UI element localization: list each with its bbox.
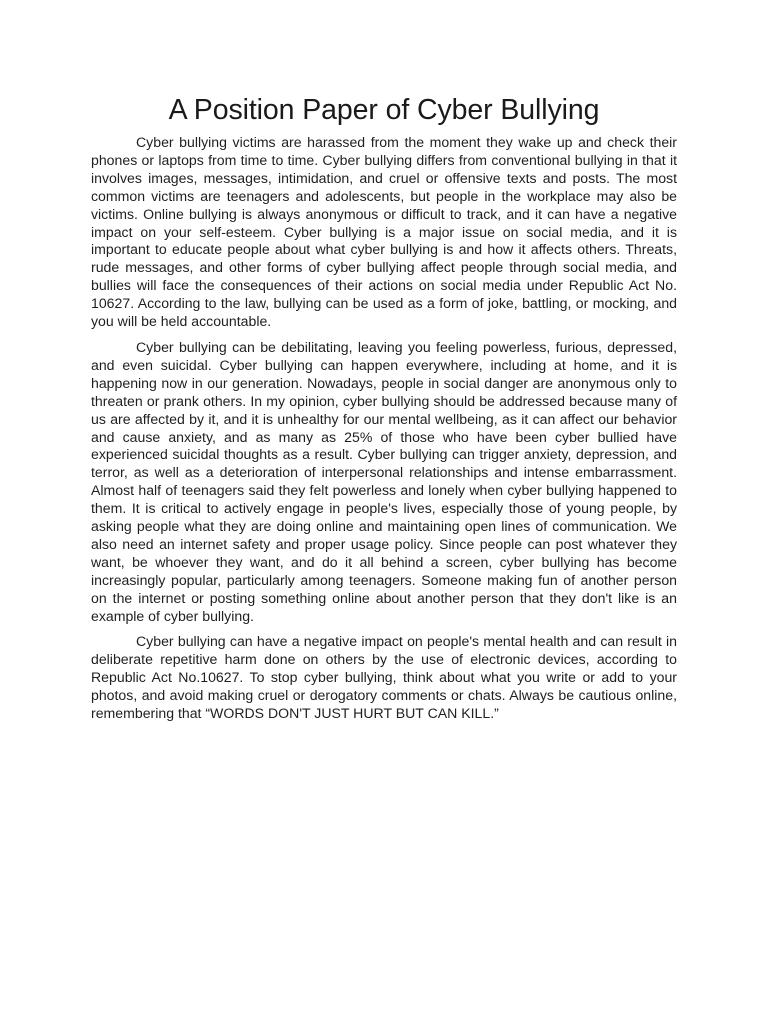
paragraph-2: Cyber bullying can be debilitating, leaving you feeling powerless, furious, depressed, and even suicidal. Cyber bullying can happen everywhere, including at home, and it is happening now in our generation. Nowadays, people in social danger are anonymous only to threaten or prank others. In my opinion, cyber bullying should be addressed because many of us are affected by it, and it is unhealthy for our mental wellbeing, as it can affect our behavior and cause anxiety, and as many as 25% of those who have been cyber bullied have experienced suicidal thoughts as a result. Cyber bullying can trigger anxiety, depression, and terror, as well as a deterioration of interpersonal relationships and intense embarrassment. Almost half of teenagers said they felt powerless and lonely when cyber bullying happened to them. It is critical to actively engage in people's lives, especially those of young people, by asking people what they are doing online and maintaining open lines of communication. We also need an internet safety and proper usage policy. Since people can post whatever they want, be whoever they want, and do it all behind a screen, cyber bullying has become increasingly popular, particularly among teenagers. Someone making fun of another person on the internet or posting something online about another person that they don't like is an example of cyber bullying. <box>91 338 677 624</box>
document-title: A Position Paper of Cyber Bullying <box>168 94 600 126</box>
paragraph-1: Cyber bullying victims are harassed from the moment they wake up and check their phones or laptops from time to time. Cyber bullying differs from conventional bullying in that it involves images, messages, intimidation, and cruel or offensive texts and posts. The most common victims are teenagers and adolescents, but people in the workplace may also be victims. Online bullying is always anonymous or difficult to track, and it can have a negative impact on your self-esteem. Cyber bullying is a major issue on social media, and it is important to educate people about what cyber bullying is and how it affects others. Threats, rude messages, and other forms of cyber bullying affect people through social media, and bullies will face the consequences of their actions on social media under Republic Act No. 10627. According to the law, bullying can be used as a form of joke, battling, or mocking, and you will be held accountable. <box>91 134 677 330</box>
document-body <box>91 92 677 731</box>
paragraph-3: Cyber bullying can have a negative impact on people's mental health and can result in deliberate repetitive harm done on others by the use of electronic devices, according to Republic Act No.10627. To stop cyber bullying, think about what you write or add to your photos, and avoid making cruel or derogatory comments or chats. Always be cautious online, remembering that “WORDS DON'T JUST HURT BUT CAN KILL.” <box>91 633 677 722</box>
